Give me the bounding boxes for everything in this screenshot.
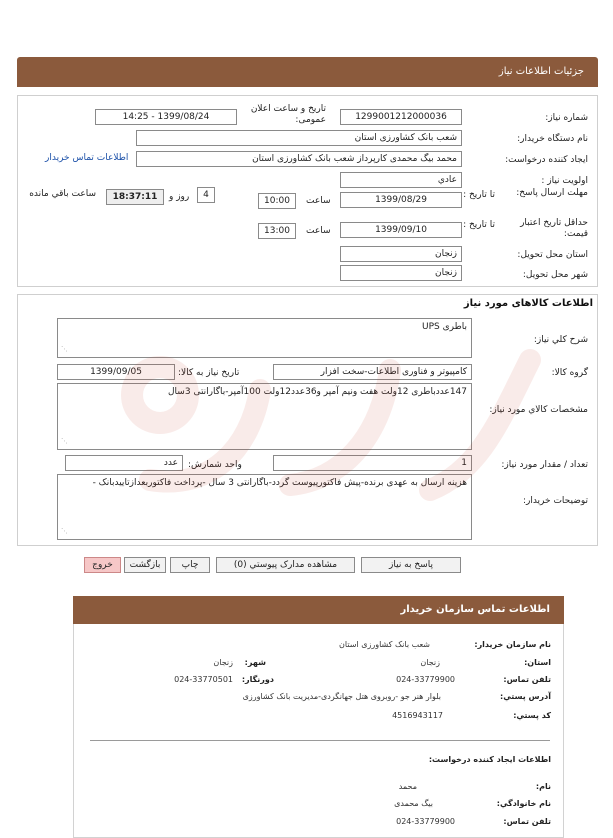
creator-section-title: اطلاعات ایجاد کننده درخواست:: [428, 755, 551, 764]
deadline-time-field: 10:00: [258, 193, 296, 209]
postal-label: کد پستي:: [513, 711, 551, 720]
creator-phone-label: تلفن تماس:: [503, 817, 551, 826]
province-field: زنجان: [340, 246, 462, 262]
fax-value: 024-33770501: [174, 675, 233, 684]
days-label: روز و: [169, 192, 190, 202]
spec-field: [57, 383, 472, 450]
respond-button[interactable]: پاسخ به نیاز: [361, 557, 461, 573]
group-field: کامپیوتر و فناوری اطلاعات-سخت افزار: [273, 364, 472, 380]
days-field: 4: [197, 187, 215, 203]
address-label: آدرس پستي:: [500, 692, 551, 701]
phone-value: 024-33779900: [396, 675, 455, 684]
requester-field: محمد بیگ محمدی کارپرداز شعب بانک کشاورزی استان: [136, 151, 462, 167]
contact-city-label: شهر:: [244, 658, 266, 667]
contact-card-header: [73, 596, 564, 624]
spec-label: مشخصات کالاي مورد نیاز:: [489, 405, 588, 415]
need-number-label: شماره نیاز:: [545, 113, 588, 123]
goods-section-title: اطلاعات کالاهای مورد نیاز: [463, 298, 593, 309]
summary-text: باطری UPS: [421, 322, 467, 332]
summary-label: شرح کلي نیاز:: [533, 335, 588, 345]
page-header: [17, 57, 598, 87]
unit-label: واحد شمارش:: [188, 460, 242, 470]
resize-grip-icon: ⋰: [61, 345, 68, 353]
contact-card-title: اطلاعات تماس سازمان خریدار: [400, 604, 550, 615]
buyer-notes-label: توضیحات خریدار:: [522, 496, 588, 506]
validity-label: حداقل تاریخ اعتبار قیمت:: [520, 218, 588, 239]
print-button[interactable]: چاپ: [170, 557, 210, 573]
remaining-time-field: 18:37:11: [106, 189, 164, 205]
deadline-date-field: 1399/08/29: [340, 192, 462, 208]
exit-button[interactable]: خروج: [84, 557, 121, 573]
city-field: زنجان: [340, 265, 462, 281]
page-header-title: جزئیات اطلاعات نیاز: [498, 66, 584, 77]
address-value: بلوار هنر جو -روبروی هتل جهانگردی-مدیریت بانک کشاورزی: [242, 692, 441, 701]
priority-field: عادي: [340, 172, 462, 188]
postal-value: 4516943117: [392, 711, 443, 720]
family-value: بیگ محمدی: [394, 799, 433, 808]
validity-to-date-label: تا تاریخ :: [463, 220, 495, 230]
summary-field: [57, 318, 472, 358]
contact-city-value: زنجان: [213, 658, 233, 667]
province-label: استان محل تحویل:: [517, 250, 588, 260]
deadline-to-date-label: تا تاریخ :: [463, 190, 495, 200]
unit-field: عدد: [65, 455, 183, 471]
buyer-notes-text: هزینه ارسال به عهدی برنده-پیش فاکتورپیوست گردد-باگارانتی 3 سال -پرداخت فاکتوربعدازتاییدبانک -: [92, 478, 467, 488]
validity-date-field: 1399/09/10: [340, 222, 462, 238]
buyer-notes-field: [57, 474, 472, 540]
qty-field: 1: [273, 455, 472, 471]
contact-province-label: استان:: [524, 658, 551, 667]
resize-grip-icon: ⋰: [61, 437, 68, 445]
need-date-label: تاریخ نیاز به کالا:: [178, 368, 240, 378]
qty-label: تعداد / مقدار مورد نیاز:: [501, 460, 588, 470]
buyer-field: شعب بانک کشاورزی استان: [136, 130, 462, 146]
validity-time-field: 13:00: [258, 223, 296, 239]
buyer-contact-link[interactable]: اطلاعات تماس خریدار: [45, 153, 129, 163]
phone-label: تلفن تماس:: [503, 675, 551, 684]
attachments-button[interactable]: مشاهده مدارک پیوستي (0): [216, 557, 355, 573]
org-value: شعب بانک کشاورزی استان: [339, 640, 430, 649]
family-label: نام خانوادگي:: [496, 799, 551, 808]
contact-divider: [90, 740, 550, 741]
announce-field: 1399/08/24 - 14:25: [95, 109, 237, 125]
fax-label: دورنگار:: [241, 675, 274, 684]
remaining-label: ساعت باقي مانده: [29, 189, 96, 199]
group-label: گروه کالا:: [551, 368, 588, 378]
contact-province-value: زنجان: [420, 658, 440, 667]
announce-label: تاریخ و ساعت اعلان عمومی:: [250, 104, 326, 125]
need-number-field: 1299001212000036: [340, 109, 462, 125]
deadline-time-label: ساعت: [306, 196, 331, 206]
back-button[interactable]: بازگشت: [124, 557, 166, 573]
name-label: نام:: [535, 782, 551, 791]
resize-grip-icon: ⋰: [61, 527, 68, 535]
requester-label: ایجاد کننده درخواست:: [505, 155, 588, 165]
org-label: نام سازمان خریدار:: [474, 640, 551, 649]
deadline-label: مهلت ارسال پاسخ:: [516, 188, 588, 198]
need-date-field: 1399/09/05: [57, 364, 175, 380]
buyer-label: نام دستگاه خریدار:: [517, 134, 588, 144]
priority-label: اولویت نیاز :: [541, 176, 588, 186]
validity-time-label: ساعت: [306, 226, 331, 236]
contact-card: [73, 596, 564, 838]
name-value: محمد: [398, 782, 417, 791]
city-label: شهر محل تحویل:: [522, 270, 588, 280]
spec-text: 147عددباطری 12ولت هفت ونیم آمپر و36عدد12ولت 100آمپر-باگارانتی 3سال: [168, 387, 467, 397]
creator-phone-value: 024-33779900: [396, 817, 455, 826]
